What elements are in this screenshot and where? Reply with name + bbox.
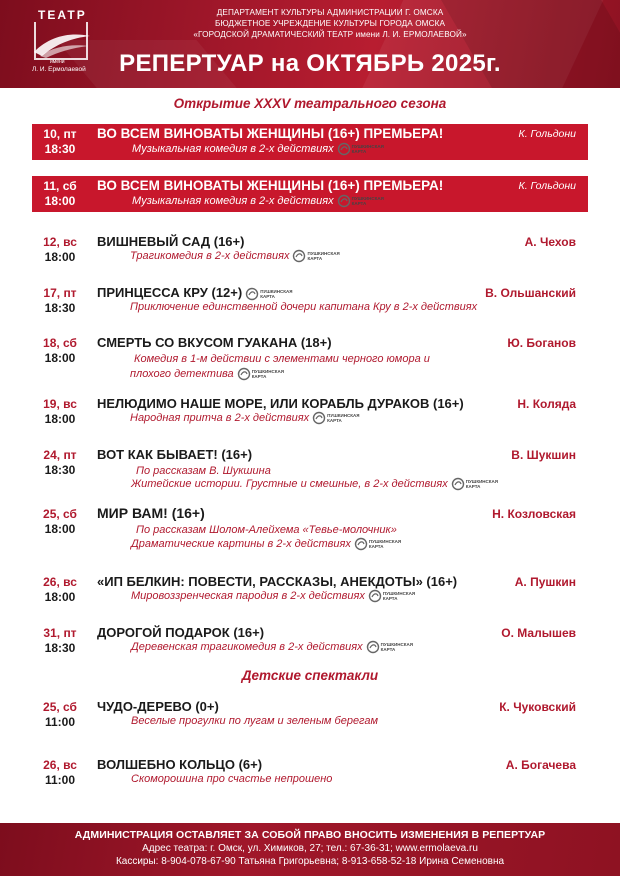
event-author: О. Малышев (501, 626, 576, 640)
event-row: 25, сб 11:00 ЧУДО-ДЕРЕВО (0+) К. Чуковский Веселые прогулки по лугам и зеленым берегам (43, 699, 576, 729)
pushkin-card-icon: ПУШКИНСКАЯ КАРТА (245, 287, 295, 301)
event-row: 11, сб 18:00 ВО ВСЕМ ВИНОВАТЫ ЖЕНЩИНЫ (16+) ПРЕМЬЕРА! К. Гольдони Музыкальная комедия в 2-х действиях ПУШКИНСКАЯ КАРТА (32, 176, 588, 212)
event-desc: Деревенская трагикомедия в 2-х действиях ПУШКИНСКАЯ КАРТА (131, 640, 416, 654)
event-author: К. Гольдони (518, 128, 576, 140)
event-row: 31, пт 18:30 ДОРОГОЙ ПОДАРОК (16+) О. Малышев Деревенская трагикомедия в 2-х действиях ПУШКИНСКАЯ КАРТА (43, 625, 576, 655)
event-desc-2: Драматические картины в 2-х действиях ПУШКИНСКАЯ КАРТА (131, 537, 404, 551)
section-title-children: Детские спектакли (241, 668, 379, 683)
event-row: 19, вс 18:00 НЕЛЮДИМО НАШЕ МОРЕ, ИЛИ КОРАБЛЬ ДУРАКОВ (16+) Н. Коляда Народная притча в 2-х действиях ПУШКИНСКАЯ КАРТА (43, 396, 576, 426)
event-desc: Трагикомедия в 2-х действиях ПУШКИНСКАЯ КАРТА (130, 249, 342, 263)
event-title: СМЕРТЬ СО ВКУСОМ ГУАКАНА (18+) (97, 335, 332, 350)
event-author: Н. Коляда (517, 397, 576, 411)
event-title: НЕЛЮДИМО НАШЕ МОРЕ, ИЛИ КОРАБЛЬ ДУРАКОВ (16+) (97, 396, 464, 411)
section-title-opening: Открытие XXXV театрального сезона (173, 96, 447, 111)
event-desc-2: Житейские истории. Грустные и смешные, в 2-х действиях ПУШКИНСКАЯ КАРТА (131, 477, 501, 491)
pushkin-card-icon: ПУШКИНСКАЯ КАРТА (368, 589, 418, 603)
event-author: В. Шукшин (511, 448, 576, 462)
event-desc: Мировоззренческая пародия в 2-х действиях ПУШКИНСКАЯ КАРТА (131, 589, 418, 603)
event-author: А. Чехов (524, 235, 576, 249)
event-desc: Народная притча в 2-х действиях ПУШКИНСКАЯ КАРТА (130, 411, 362, 425)
event-author: В. Ольшанский (485, 286, 576, 300)
event-title: ЧУДО-ДЕРЕВО (0+) (97, 699, 219, 714)
event-desc: По рассказам Шолом-Алейхема «Тевье-молочник» (136, 524, 397, 536)
pushkin-card-icon: ПУШКИНСКАЯ КАРТА (292, 249, 342, 263)
event-title: ВО ВСЕМ ВИНОВАТЫ ЖЕНЩИНЫ (16+) ПРЕМЬЕРА! (97, 178, 444, 193)
event-author: К. Чуковский (499, 700, 576, 714)
event-title: ВИШНЕВЫЙ САД (16+) (97, 234, 245, 249)
theatre-logo: ТЕАТР имени Л. И. Ермолаевой (28, 6, 100, 74)
pushkin-card-icon: ПУШКИНСКАЯ КАРТА (237, 367, 287, 381)
pushkin-card-icon: ПУШКИНСКАЯ КАРТА (451, 477, 501, 491)
event-title: МИР ВАМ! (16+) (97, 505, 205, 521)
event-desc: Приключение единственной дочери капитана Кру в 2-х действиях (130, 301, 478, 313)
event-row: 12, вс 18:00 ВИШНЕВЫЙ САД (16+) А. Чехов Трагикомедия в 2-х действиях ПУШКИНСКАЯ КАРТА (43, 234, 576, 264)
event-row: 26, вс 11:00 ВОЛШЕБНО КОЛЬЦО (6+) А. Богачева Скоморошина про счастье непрошено (43, 757, 576, 787)
event-title: ВО ВСЕМ ВИНОВАТЫ ЖЕНЩИНЫ (16+) ПРЕМЬЕРА! (97, 126, 444, 141)
event-title: ПРИНЦЕССА КРУ (12+) ПУШКИНСКАЯ КАРТА (97, 285, 295, 301)
event-desc: Скоморошина про счастье непрошено (131, 773, 333, 785)
pushkin-card-icon: ПУШКИНСКАЯ КАРТА (366, 640, 416, 654)
event-author: А. Пушкин (514, 575, 576, 589)
page-title: РЕПЕРТУАР на ОКТЯБРЬ 2025г. (119, 50, 501, 77)
event-desc: Веселые прогулки по лугам и зеленым берегам (131, 715, 379, 727)
event-row: 25, сб 18:00 МИР ВАМ! (16+) Н. Козловская По рассказам Шолом-Алейхема «Тевье-молочник» Драматические картины в 2-х действиях ПУШКИНСКАЯ КАРТА (43, 505, 576, 550)
event-desc-2: плохого детектива ПУШКИНСКАЯ КАРТА (130, 367, 287, 381)
pushkin-card-icon: ПУШКИНСКАЯ КАРТА (312, 411, 362, 425)
event-row: 24, пт 18:30 ВОТ КАК БЫВАЕТ! (16+) В. Шукшин По рассказам В. Шукшина Житейские истории. Грустные и смешные, в 2-х действиях ПУШКИНСКАЯ КАРТА (43, 447, 576, 490)
pushkin-card-icon: ПУШКИНСКАЯ КАРТА (337, 142, 387, 156)
event-title: ВОЛШЕБНО КОЛЬЦО (6+) (97, 757, 263, 772)
event-author: Н. Козловская (492, 507, 576, 521)
event-row: 18, сб 18:00 СМЕРТЬ СО ВКУСОМ ГУАКАНА (18+) Ю. Боганов Комедия в 1-м действии с элементами черного юмора и плохого детектива ПУШКИНСКАЯ КАРТА (43, 335, 576, 380)
header-banner (0, 0, 620, 88)
footer-address: Адрес театра: г. Омск, ул. Химиков, 27; тел.: 67-36-31; www.ermolaeva.ru (142, 843, 478, 854)
pushkin-card-icon: ПУШКИНСКАЯ КАРТА (337, 194, 387, 208)
footer-banner (0, 823, 620, 876)
event-desc: Музыкальная комедия в 2-х действиях ПУШКИНСКАЯ КАРТА (132, 142, 387, 156)
event-author: Ю. Боганов (507, 336, 576, 350)
event-author: К. Гольдони (518, 180, 576, 192)
event-desc: Музыкальная комедия в 2-х действиях ПУШКИНСКАЯ КАРТА (132, 194, 387, 208)
event-row: 26, вс 18:00 «ИП БЕЛКИН: ПОВЕСТИ, РАССКАЗЫ, АНЕКДОТЫ» (16+) А. Пушкин Мировоззренческая пародия в 2-х действиях ПУШКИНСКАЯ КАРТА (43, 574, 576, 604)
footer-cashiers: Кассиры: 8-904-078-67-90 Татьяна Григорьевна; 8-913-658-52-18 Ирина Семеновна (115, 856, 505, 867)
event-title: «ИП БЕЛКИН: ПОВЕСТИ, РАССКАЗЫ, АНЕКДОТЫ» (16+) (97, 574, 458, 589)
event-row: 10, пт 18:30 ВО ВСЕМ ВИНОВАТЫ ЖЕНЩИНЫ (16+) ПРЕМЬЕРА! К. Гольдони Музыкальная комедия в 2-х действиях ПУШКИНСКАЯ КАРТА (32, 124, 588, 160)
event-title: ВОТ КАК БЫВАЕТ! (16+) (97, 447, 253, 462)
event-title: ДОРОГОЙ ПОДАРОК (16+) (97, 625, 265, 640)
footer-notice: АДМИНИСТРАЦИЯ ОСТАВЛЯЕТ ЗА СОБОЙ ПРАВО ВНОСИТЬ ИЗМЕНЕНИЯ В РЕПЕРТУАР (74, 829, 546, 841)
event-desc: Комедия в 1-м действии с элементами черного юмора и (134, 353, 430, 365)
event-desc: По рассказам В. Шукшина (136, 465, 271, 477)
department-lines: ДЕПАРТАМЕНТ КУЛЬТУРЫ АДМИНИСТРАЦИИ Г. ОМСКА БЮДЖЕТНОЕ УЧРЕЖДЕНИЕ КУЛЬТУРЫ ГОРОДА ОМСКА «ГОРОДСКОЙ ДРАМАТИЧЕСКИЙ ТЕАТР имени Л. И. ЕРМОЛАЕВОЙ» (193, 8, 467, 39)
event-row: 17, пт 18:30 ПРИНЦЕССА КРУ (12+) ПУШКИНСКАЯ КАРТА В. Ольшанский Приключение единственной дочери капитана Кру в 2-х действиях (43, 285, 576, 315)
event-author: А. Богачева (505, 758, 576, 772)
pushkin-card-icon: ПУШКИНСКАЯ КАРТА (354, 537, 404, 551)
